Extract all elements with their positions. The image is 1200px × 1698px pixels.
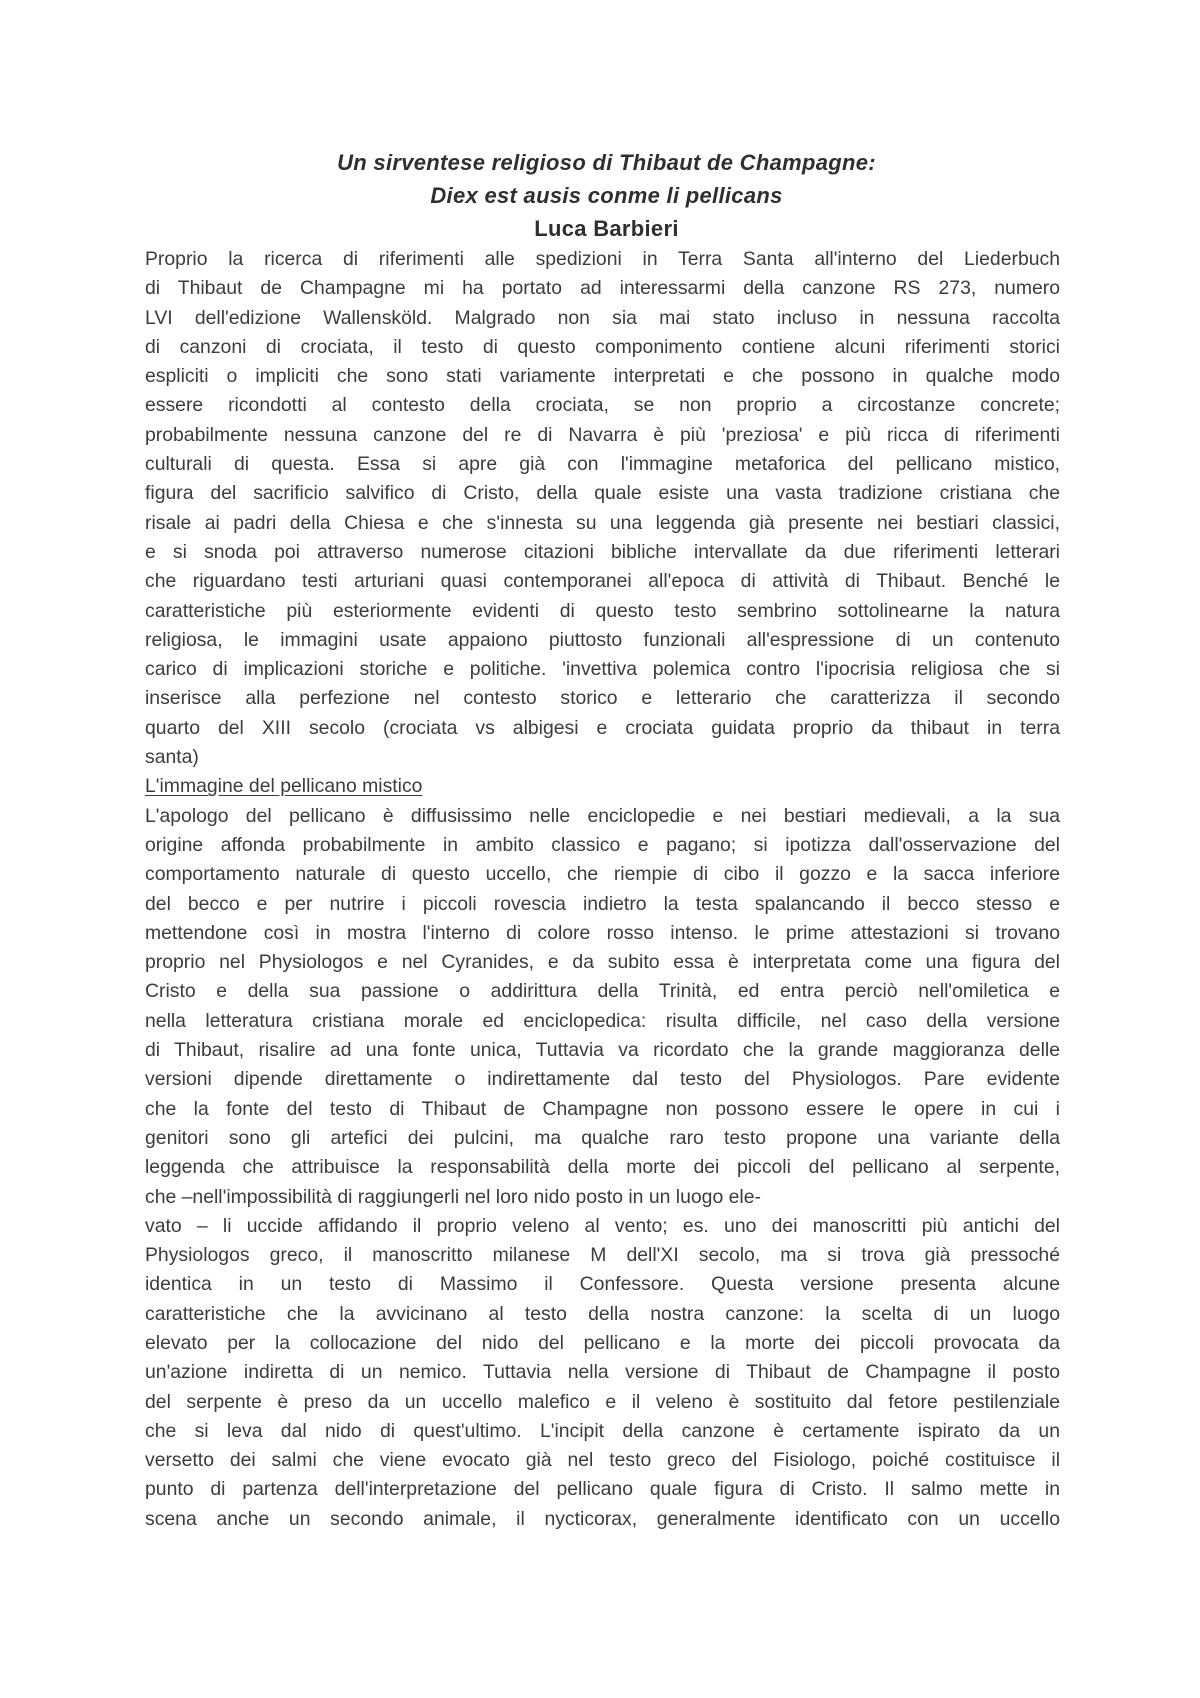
document-body [145, 245, 1060, 1534]
title-block [153, 146, 1060, 245]
text-line: Cristo e della sua passione o addirittura della Trinità, ed entra perciò nell'omiletica e [145, 980, 1060, 1003]
text-line: e si snoda poi attraverso numerose citazioni bibliche intervallate da due riferimenti letterari [145, 540, 1060, 563]
text-line: figura del sacrificio salvifico di Cristo, della quale esiste una vasta tradizione cristiana che [145, 482, 1060, 505]
text-line: vato – li uccide affidando il proprio veleno al vento; es. uno dei manoscritti più antichi del [145, 1214, 1060, 1237]
text-line: di Thibaut de Champagne mi ha portato ad interessarmi della canzone RS 273, numero [145, 277, 1060, 300]
text-line: santa) [145, 746, 199, 769]
document-subtitle: Diex est ausis conme li pellicans [430, 183, 783, 208]
text-line: elevato per la collocazione del nido del pellicano e la morte dei piccoli provocata da [145, 1331, 1060, 1354]
text-line: che riguardano testi arturiani quasi contemporanei all'epoca di attività di Thibaut. Benché le [145, 570, 1060, 593]
document-title: Un sirventese religioso di Thibaut de Champagne: [337, 150, 876, 175]
text-line: che la fonte del testo di Thibaut de Champagne non possono essere le opere in cui i [145, 1097, 1060, 1120]
text-line: probabilmente nessuna canzone del re di Navarra è più 'preziosa' e più ricca di riferimenti [145, 423, 1060, 446]
text-line: proprio nel Physiologos e nel Cyranides, e da subito essa è interpretata come una figura del [145, 951, 1060, 974]
text-line: genitori sono gli artefici dei pulcini, ma qualche raro testo propone una variante della [145, 1126, 1060, 1149]
text-line: culturali di questa. Essa si apre già con l'immagine metaforica del pellicano mistico, [145, 453, 1060, 476]
text-line: punto di partenza dell'interpretazione del pellicano quale figura di Cristo. Il salmo mette in [145, 1478, 1060, 1501]
text-line: L'apologo del pellicano è diffusissimo nelle enciclopedie e nei bestiari medievali, a la sua [145, 804, 1060, 827]
text-line: leggenda che attribuisce la responsabilità della morte dei piccoli del pellicano al serpente, [145, 1156, 1060, 1179]
text-line: religiosa, le immagini usate appaiono piuttosto funzionali all'espressione di un contenuto [145, 628, 1060, 651]
text-line: quarto del XIII secolo (crociata vs albigesi e crociata guidata proprio da thibaut in terra [145, 716, 1060, 739]
text-line: espliciti o impliciti che sono stati variamente interpretati e che possono in qualche modo [145, 365, 1060, 388]
text-line: un'azione indiretta di un nemico. Tuttavia nella versione di Thibaut de Champagne il posto [145, 1361, 1060, 1384]
paragraph-intro [145, 245, 1060, 772]
text-line: comportamento naturale di questo uccello, che riempie di cibo il gozzo e la sacca inferiore [145, 863, 1060, 886]
text-line: di Thibaut, risalire ad una fonte unica, Tuttavia va ricordato che la grande maggioranza delle [145, 1039, 1060, 1062]
text-line: caratteristiche che la avvicinano al testo della nostra canzone: la scelta di un luogo [145, 1302, 1060, 1325]
text-line: mettendone così in mostra l'interno di colore rosso intenso. le prime attestazioni si trovano [145, 921, 1060, 944]
text-line: LVI dell'edizione Wallensköld. Malgrado non sia mai stato incluso in nessuna raccolta [145, 306, 1060, 329]
text-line: risale ai padri della Chiesa e che s'innesta su una leggenda già presente nei bestiari classici, [145, 511, 1060, 534]
text-line: scena anche un secondo animale, il nycticorax, generalmente identificato con un uccello [145, 1507, 1060, 1530]
text-line: versetto dei salmi che viene evocato già nel testo greco del Fisiologo, poiché costituisce il [145, 1449, 1060, 1472]
text-line: Proprio la ricerca di riferimenti alle spedizioni in Terra Santa all'interno del Liederbuch [145, 248, 1060, 270]
text-line: nella letteratura cristiana morale ed enciclopedica: risulta difficile, nel caso della versione [145, 1009, 1060, 1032]
paragraph-pelican [145, 802, 1060, 1534]
text-line: carico di implicazioni storiche e politiche. 'invettiva polemica contro l'ipocrisia religiosa che si [145, 658, 1060, 681]
text-line: origine affonda probabilmente in ambito classico e pagano; si ipotizza dall'osservazione del [145, 833, 1060, 856]
text-line: caratteristiche più esteriormente evidenti di questo testo sembrino sottolinearne la natura [145, 599, 1060, 622]
text-line: che –nell'impossibilità di raggiungerli nel loro nido posto in un luogo ele- [145, 1185, 761, 1208]
text-line: Physiologos greco, il manoscritto milanese M dell'XI secolo, ma si trova già pressoché [145, 1244, 1060, 1267]
text-line: che si leva dal nido di quest'ultimo. L'incipit della canzone è certamente ispirato da un [145, 1419, 1060, 1442]
text-line: di canzoni di crociata, il testo di questo componimento contiene alcuni riferimenti storici [145, 335, 1060, 358]
text-line: identica in un testo di Massimo il Confessore. Questa versione presenta alcune [145, 1273, 1060, 1296]
text-line: del serpente è preso da un uccello malefico e il veleno è sostituito dal fetore pestilenziale [145, 1390, 1060, 1413]
document-author: Luca Barbieri [534, 216, 679, 241]
text-line: essere ricondotti al contesto della crociata, se non proprio a circostanze concrete; [145, 394, 1060, 417]
text-line: inserisce alla perfezione nel contesto storico e letterario che caratterizza il secondo [145, 687, 1060, 710]
section-heading: L'immagine del pellicano mistico [145, 775, 423, 798]
text-line: del becco e per nutrire i piccoli rovescia indietro la testa spalancando il becco stesso e [145, 892, 1060, 915]
document-page [145, 146, 1060, 1534]
text-line: versioni dipende direttamente o indirettamente dal testo del Physiologos. Pare evidente [145, 1068, 1060, 1091]
